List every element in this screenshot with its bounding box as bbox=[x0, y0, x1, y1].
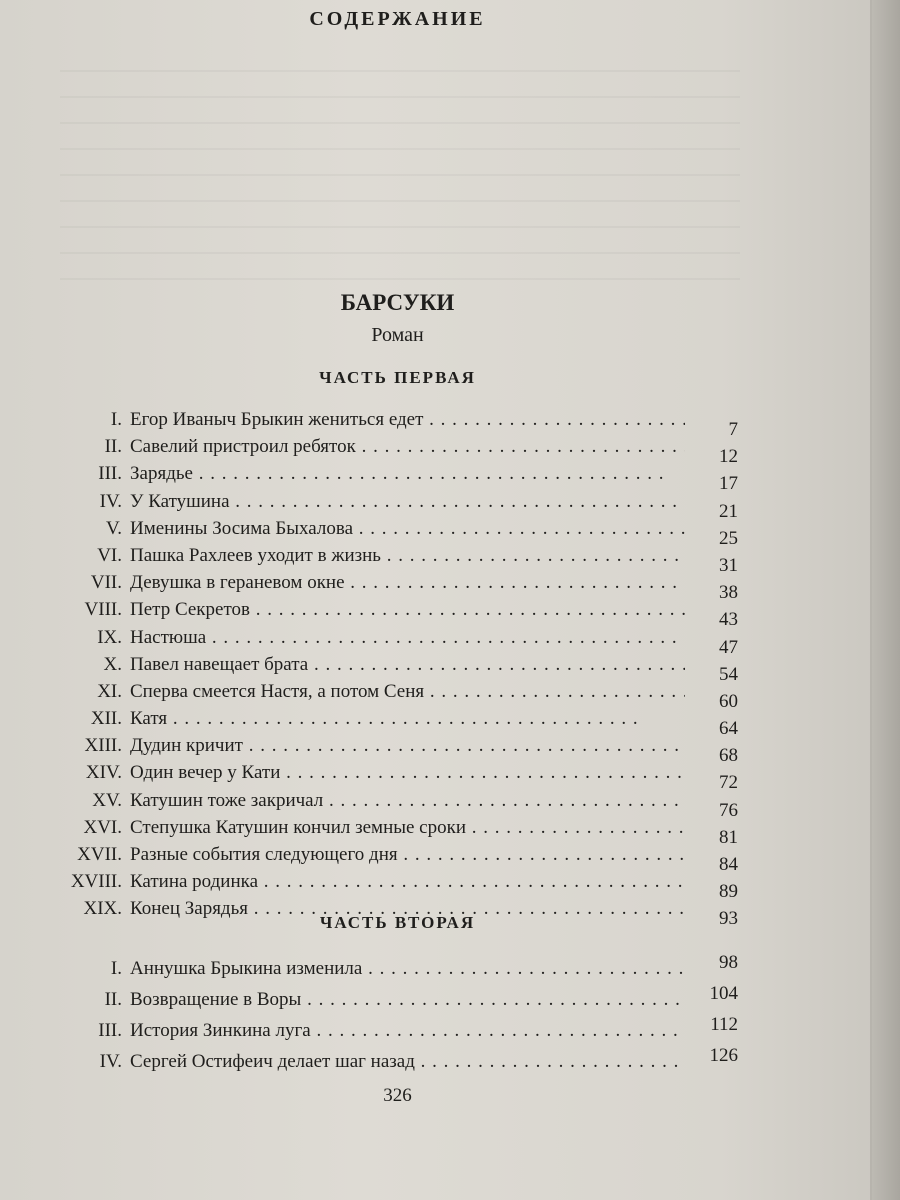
chapter-page-number: 17 bbox=[719, 473, 738, 495]
chapter-page-number: 47 bbox=[719, 636, 738, 658]
chapter-title: Сергей Остифеич делает шаг назад . . bbox=[130, 1050, 685, 1074]
chapter-page-number: 64 bbox=[719, 718, 738, 740]
toc-entry bbox=[0, 734, 760, 767]
chapter-title: Катина родинка . . bbox=[130, 870, 685, 894]
chapter-page-number: 98 bbox=[719, 952, 738, 973]
chapter-page-number: 68 bbox=[719, 745, 738, 767]
chapter-title: Разные события следующего дня . . bbox=[130, 843, 685, 867]
chapter-page-number: 84 bbox=[719, 854, 738, 875]
chapter-page-number: 104 bbox=[709, 983, 738, 1004]
chapter-page-number: 43 bbox=[719, 609, 738, 631]
part-two-chapter-list bbox=[0, 952, 760, 1081]
toc-entry bbox=[0, 462, 760, 495]
toc-entry bbox=[0, 816, 760, 848]
chapter-page-number: 126 bbox=[709, 1045, 738, 1066]
chapter-page-number: 112 bbox=[710, 1014, 738, 1035]
chapter-title: Степушка Катушин кончил земные сроки . . bbox=[130, 816, 685, 840]
chapter-page-number: 25 bbox=[719, 527, 738, 549]
chapter-title: Егор Иваныч Брыкин жениться едет . . bbox=[130, 408, 685, 432]
page-edge-shadow bbox=[872, 0, 900, 1200]
toc-entry bbox=[0, 1045, 760, 1081]
chapter-title: Сперва смеется Настя, а потом Сеня . . bbox=[130, 680, 685, 704]
chapter-numeral: IX. bbox=[97, 626, 122, 648]
toc-entry bbox=[0, 598, 760, 631]
chapter-numeral: X. bbox=[103, 653, 122, 675]
chapter-title: Дудин кричит . . bbox=[130, 734, 685, 758]
chapter-numeral: XII. bbox=[90, 708, 122, 730]
toc-entry bbox=[0, 1014, 760, 1050]
chapter-title: Савелий пристроил ребяток . . bbox=[130, 435, 685, 459]
chapter-numeral: II. bbox=[104, 989, 122, 1010]
chapter-numeral: XV. bbox=[92, 789, 122, 811]
chapter-numeral: III. bbox=[98, 1020, 122, 1041]
chapter-title: У Катушина . . bbox=[130, 490, 685, 514]
faded-bleed-through-text bbox=[60, 60, 740, 280]
chapter-title: Зарядье . . bbox=[130, 462, 685, 486]
page-number: 326 bbox=[383, 1085, 412, 1106]
chapter-numeral: XVIII. bbox=[70, 871, 122, 893]
chapter-numeral: IV. bbox=[99, 1051, 122, 1072]
toc-entry bbox=[0, 653, 760, 685]
chapter-page-number: 81 bbox=[719, 826, 738, 848]
chapter-title: Павел навещает брата . . bbox=[130, 653, 685, 677]
toc-entry bbox=[0, 490, 760, 522]
contents-heading: СОДЕРЖАНИЕ bbox=[309, 8, 486, 30]
chapter-title: Один вечер у Кати . . bbox=[130, 761, 685, 785]
chapter-numeral: I. bbox=[110, 409, 122, 430]
novel-subtitle: Роман bbox=[371, 324, 424, 346]
chapter-title: История Зинкина луга . . bbox=[130, 1019, 685, 1043]
chapter-numeral: IV. bbox=[99, 490, 122, 512]
chapter-title: Катя . . bbox=[130, 707, 685, 731]
chapter-title: Конец Зарядья . . bbox=[130, 897, 685, 921]
chapter-numeral: VII. bbox=[90, 572, 122, 594]
chapter-numeral: XI. bbox=[97, 680, 122, 702]
chapter-numeral: VI. bbox=[97, 544, 122, 566]
chapter-numeral: VIII. bbox=[84, 599, 122, 621]
toc-entry bbox=[0, 626, 760, 658]
toc-entry bbox=[0, 761, 760, 794]
chapter-page-number: 21 bbox=[719, 500, 738, 522]
chapter-title: Возвращение в Воры . . bbox=[130, 988, 685, 1012]
chapter-title: Аннушка Брыкина изменила . . bbox=[130, 957, 685, 981]
chapter-title: Петр Секретов . . bbox=[130, 598, 685, 622]
chapter-page-number: 54 bbox=[719, 663, 738, 685]
toc-entry bbox=[0, 707, 760, 740]
toc-entry bbox=[0, 843, 760, 875]
part-one-chapter-list bbox=[0, 408, 760, 930]
chapter-page-number: 60 bbox=[719, 690, 738, 712]
chapter-title: Катушин тоже закричал . . bbox=[130, 789, 685, 813]
chapter-numeral: II. bbox=[104, 436, 122, 458]
chapter-page-number: 31 bbox=[719, 554, 738, 576]
chapter-numeral: XVI. bbox=[83, 816, 122, 838]
chapter-title: Именины Зосима Быхалова . . bbox=[130, 517, 685, 541]
chapter-page-number: 76 bbox=[719, 799, 738, 821]
chapter-page-number: 72 bbox=[719, 772, 738, 794]
toc-entry bbox=[0, 789, 760, 821]
toc-entry bbox=[0, 952, 760, 988]
toc-entry bbox=[0, 870, 760, 903]
toc-entry bbox=[0, 983, 760, 1019]
chapter-numeral: III. bbox=[98, 463, 122, 485]
toc-entry bbox=[0, 544, 760, 576]
chapter-numeral: XIII. bbox=[84, 735, 122, 757]
chapter-title: Настюша . . bbox=[130, 626, 685, 650]
novel-title: БАРСУКИ bbox=[340, 290, 455, 315]
chapter-page-number: 38 bbox=[719, 582, 738, 604]
chapter-page-number: 89 bbox=[719, 881, 738, 903]
chapter-numeral: XVII. bbox=[77, 844, 122, 865]
chapter-title: Пашка Рахлеев уходит в жизнь . . bbox=[130, 544, 685, 568]
chapter-page-number: 7 bbox=[728, 419, 738, 440]
chapter-numeral: XIV. bbox=[85, 762, 122, 784]
chapter-numeral: V. bbox=[105, 517, 122, 539]
chapter-numeral: I. bbox=[110, 958, 122, 979]
chapter-numeral: XIX. bbox=[83, 898, 122, 920]
part-one-heading: ЧАСТЬ ПЕРВАЯ bbox=[319, 368, 476, 387]
part-two-heading: ЧАСТЬ ВТОРАЯ bbox=[319, 913, 476, 932]
chapter-title: Девушка в гераневом окне . . bbox=[130, 571, 685, 595]
chapter-page-number: 93 bbox=[719, 908, 738, 930]
chapter-page-number: 12 bbox=[719, 446, 738, 468]
toc-entry bbox=[0, 517, 760, 549]
toc-entry bbox=[0, 408, 760, 440]
toc-entry bbox=[0, 435, 760, 468]
toc-entry bbox=[0, 680, 760, 712]
toc-entry bbox=[0, 571, 760, 604]
